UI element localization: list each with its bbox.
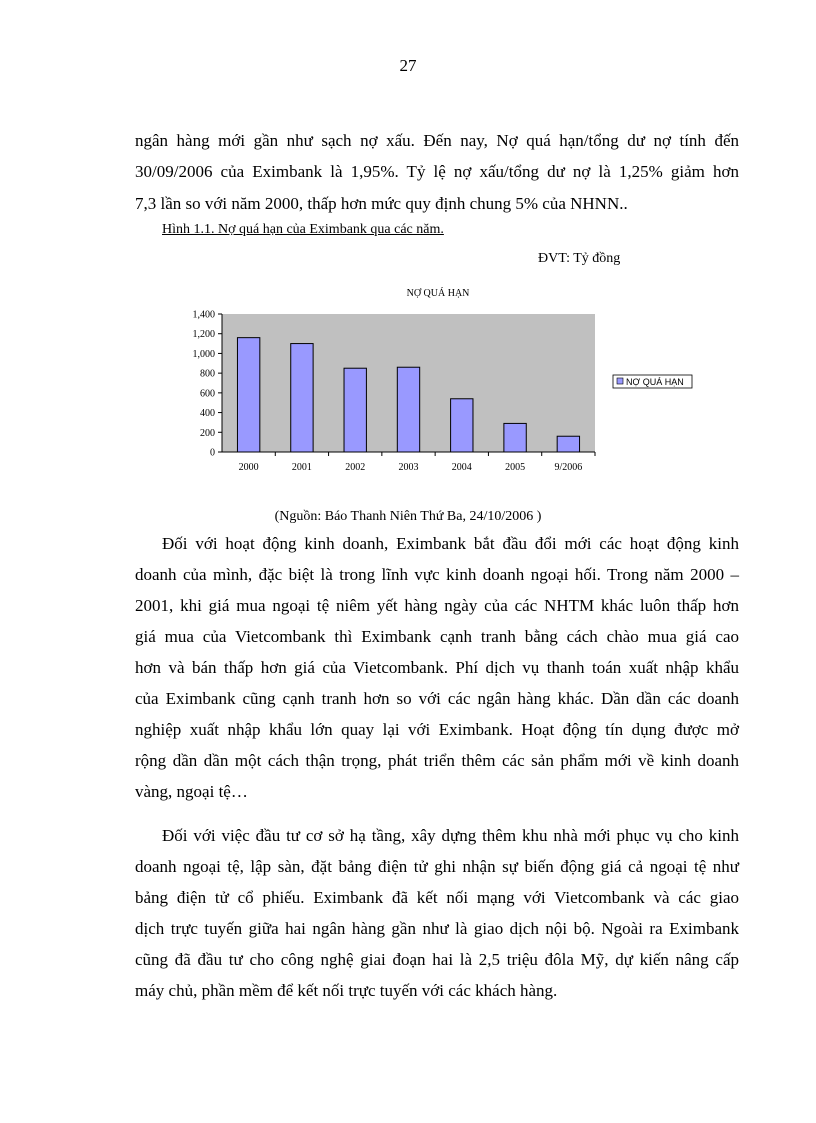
bar bbox=[397, 367, 419, 452]
y-tick-label: 200 bbox=[200, 427, 215, 439]
text-line: 7,3 lần so với năm 2000, thấp hơn mức quy định chung 5% của NHNN.. bbox=[135, 194, 628, 213]
x-tick-label: 2002 bbox=[345, 462, 366, 473]
x-tick-label: 2003 bbox=[398, 462, 419, 473]
y-tick-label: 1,000 bbox=[192, 348, 215, 360]
bar bbox=[451, 399, 473, 452]
legend-label: NỢ QUÁ HẠN bbox=[626, 377, 684, 387]
y-tick-label: 0 bbox=[210, 447, 215, 459]
text-line: bảng điện tử cổ phiếu. Eximbank đã kết nối mạng với Vietcombank và các giao bbox=[135, 888, 739, 907]
y-tick-label: 600 bbox=[200, 388, 215, 400]
x-tick-label: 2001 bbox=[291, 462, 312, 473]
legend-swatch bbox=[617, 378, 623, 384]
text-line: Đối với việc đầu tư cơ sở hạ tầng, xây dựng thêm khu nhà mới phục vụ cho kinh bbox=[162, 826, 739, 845]
text-line: doanh của mình, đặc biệt là trong lĩnh vực kinh doanh ngoại hối. Trong năm 2000 – bbox=[135, 565, 739, 584]
text-line: rộng dần dần một cách thận trọng, phát triển thêm các sản phẩm mới về kinh doanh bbox=[135, 751, 739, 770]
bar bbox=[504, 423, 526, 452]
text-line: hơn và bán thấp hơn giá của Vietcombank. Phí dịch vụ thanh toán xuất nhập khẩu bbox=[135, 658, 739, 677]
chart-title: NỢ QUÁ HẠN bbox=[406, 288, 470, 299]
bar-chart bbox=[160, 278, 720, 483]
text-line: 30/09/2006 của Eximbank là 1,95%. Tỷ lệ nợ xấu/tổng dư nợ là 1,25% giảm hơn bbox=[135, 162, 739, 181]
text-line: máy chủ, phần mềm để kết nối trực tuyến với các khách hàng. bbox=[135, 981, 558, 1000]
y-axis bbox=[193, 310, 223, 459]
text-line: doanh ngoại tệ, lập sàn, đặt bảng điện tử ghi nhận sự biến động giá cả ngoại tệ như bbox=[135, 857, 739, 876]
x-tick-label: 9/2006 bbox=[554, 462, 583, 473]
text-line: giá mua của Vietcombank thì Eximbank cạnh tranh bằng cách chào mua giá cao bbox=[135, 627, 739, 646]
text-line: Đối với hoạt động kinh doanh, Eximbank bắt đầu đổi mới các hoạt động kinh bbox=[162, 534, 739, 553]
text-line: của Eximbank cũng cạnh tranh hơn so với các ngân hàng khác. Dần dần các doanh bbox=[135, 689, 739, 708]
unit-label: ĐVT: Tỷ đồng bbox=[538, 251, 621, 266]
text-line: dịch trực tuyến giữa hai ngân hàng gần như là giao dịch nội bộ. Ngoài ra Eximbank bbox=[135, 919, 739, 938]
y-tick-label: 1,200 bbox=[192, 329, 215, 341]
bar bbox=[291, 344, 313, 452]
bar bbox=[557, 436, 579, 452]
y-tick-label: 800 bbox=[200, 368, 215, 380]
text-line: cũng đã đầu tư cho công nghệ giai đoạn hai là 2,5 triệu đôla Mỹ, dự kiến nâng cấp bbox=[135, 950, 739, 969]
text-line: ngân hàng mới gần như sạch nợ xấu. Đến nay, Nợ quá hạn/tổng dư nợ tính đến bbox=[135, 131, 739, 150]
legend bbox=[613, 375, 692, 388]
y-tick-label: 400 bbox=[200, 408, 215, 420]
x-tick-label: 2005 bbox=[505, 462, 526, 473]
source-note: (Nguồn: Báo Thanh Niên Thứ Ba, 24/10/2006 ) bbox=[274, 509, 542, 524]
bar bbox=[237, 338, 259, 452]
y-tick-label: 1,400 bbox=[192, 309, 215, 321]
x-tick-label: 2004 bbox=[451, 462, 472, 473]
x-axis bbox=[239, 452, 595, 473]
bar bbox=[344, 368, 366, 452]
text-line: 2001, khi giá mua ngoại tệ niêm yết hàng ngày của các NHTM khác luôn thấp hơn bbox=[135, 596, 739, 615]
text-line: vàng, ngoại tệ… bbox=[135, 782, 248, 801]
text-line: nghiệp xuất nhập khẩu lớn quay lại với Eximbank. Hoạt động tín dụng được mở bbox=[135, 720, 739, 739]
page-number: 27 bbox=[399, 56, 417, 75]
figure-caption: Hình 1.1. Nợ quá hạn của Eximbank qua các năm. bbox=[162, 222, 444, 237]
x-tick-label: 2000 bbox=[238, 462, 259, 473]
